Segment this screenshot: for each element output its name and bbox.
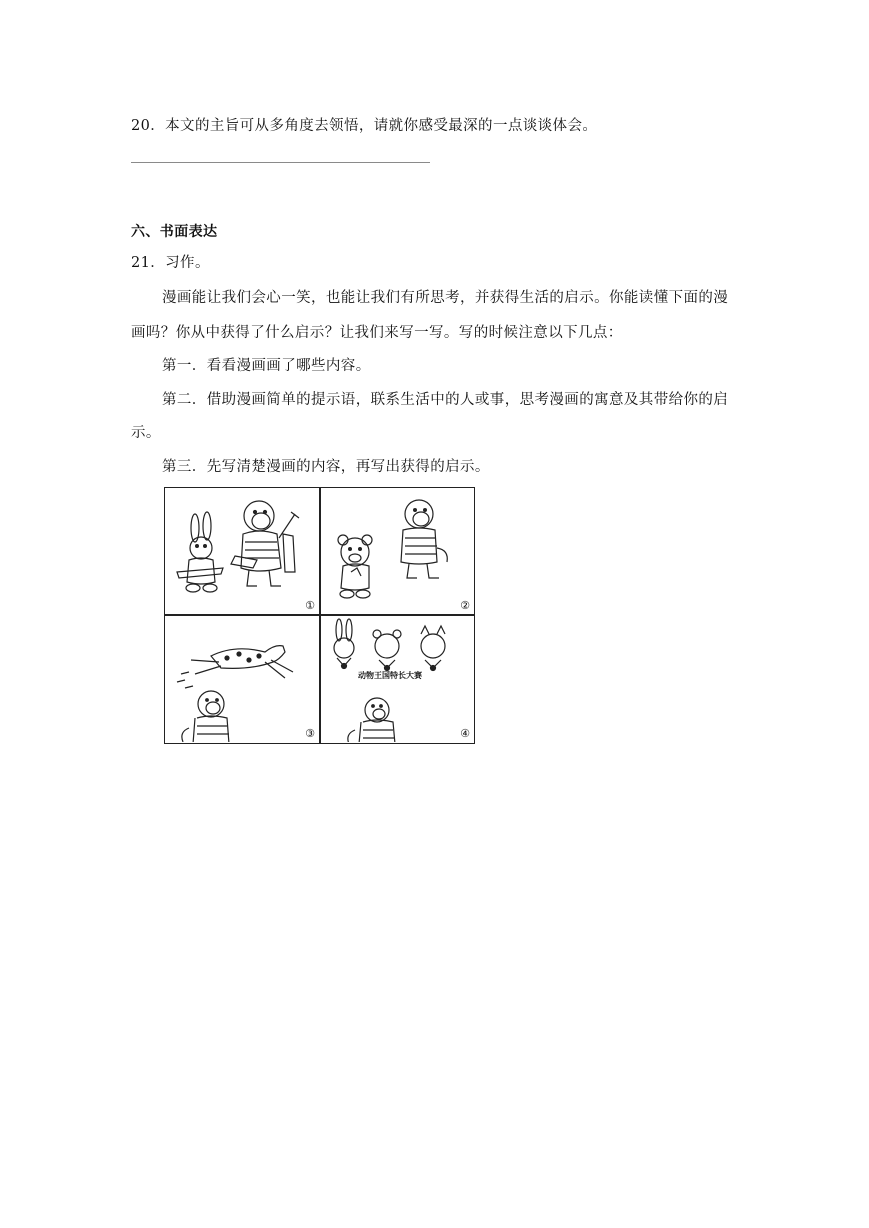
section-heading: 六、书面表达 (131, 224, 218, 240)
point-3: 第三．先写清楚漫画的内容，再写出获得的启示。 (162, 459, 490, 475)
comic-panel-2 (321, 488, 474, 614)
contest-caption: 动物王国特长大赛 (358, 671, 422, 680)
deer-and-monkey-illustration (165, 616, 319, 742)
question-20: 20．本文的主旨可从多角度去领悟，请就你感受最深的一点谈谈体会。 (131, 118, 598, 134)
point-1: 第一．看看漫画画了哪些内容。 (162, 358, 371, 374)
panel-number-4: ④ (460, 727, 470, 740)
prompt-line-2: 画吗？你从中获得了什么启示？让我们来写一写。写的时候注意以下几点： (131, 325, 623, 341)
comic-panel-1 (165, 488, 319, 614)
comic-strip (164, 487, 475, 744)
comic-panel-4 (321, 616, 474, 742)
rabbit-and-monkey-illustration (165, 488, 319, 614)
comic-panel-3 (165, 616, 319, 742)
question-21-title: 21．习作。 (131, 255, 210, 271)
point-2-line-1: 第二．借助漫画简单的提示语，联系生活中的人或事，思考漫画的寓意及其带给你的启 (162, 392, 729, 408)
bear-and-monkey-illustration (321, 488, 474, 614)
panel-number-1: ① (305, 599, 315, 612)
panel-number-2: ② (460, 599, 470, 612)
point-2-line-2: 示。 (131, 425, 161, 441)
panel-number-3: ③ (305, 727, 315, 740)
answer-line[interactable] (131, 162, 430, 163)
prompt-line-1: 漫画能让我们会心一笑，也能让我们有所思考，并获得生活的启示。你能读懂下面的漫 (162, 290, 729, 306)
